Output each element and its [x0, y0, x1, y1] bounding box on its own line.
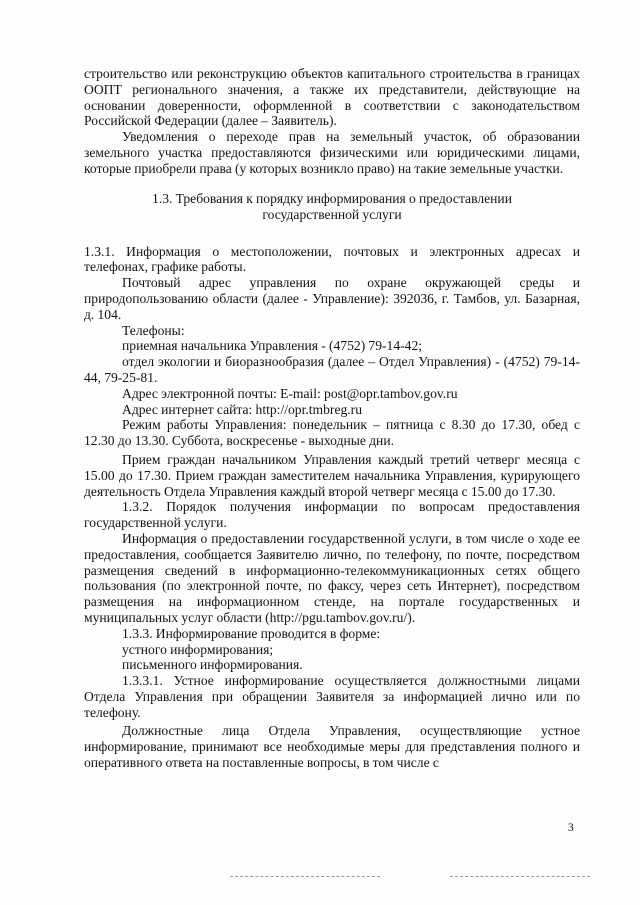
paragraph-email: Адрес электронной почты: E-mail: post@opr.tambov.gov.ru — [122, 385, 458, 401]
paragraph-applicant-definition: строительство или реконструкцию объектов капитального строительства в границах ООПТ регионального значения, а также их представители, действующие на основании доверенности, оформленной в соответствии с законодательством Российской Федерации (далее – Заявитель). — [84, 66, 580, 129]
paragraph-officials: Должностные лица Отдела Управления, осуществляющие устное информирование, принимают все необходимые меры для представления полного и оперативного ответа на поставленные вопросы, в том числе с — [84, 723, 580, 771]
list-item-written: письменного информирования. — [122, 657, 303, 673]
list-item-oral: устного информирования; — [122, 641, 274, 657]
paragraph-phone-reception: приемная начальника Управления - (4752) 79-14-42; — [122, 338, 423, 354]
paragraph-postal-address: Почтовый адрес управления по охране окружающей среды и природопользованию области (далее - Управление): 392036, г. Тамбов, ул. Базарная, д. 104. — [84, 275, 580, 322]
paragraph-working-hours: Режим работы Управления: понедельник – пятница с 8.30 до 17.30, обед с 12.30 до 13.30. Суббота, воскресенье - выходные дни. — [84, 417, 580, 449]
footer-rule-left — [230, 876, 380, 877]
page-number: 3 — [568, 822, 574, 834]
paragraph-reception-schedule: Прием граждан начальником Управления каждый третий четверг месяца с 15.00 до 17.30. Прием граждан заместителем начальника Управления, курирующего деятельность Отдела Управления каждый второй четверг месяца с 15.00 до 17.30. — [84, 451, 580, 499]
paragraph-1-3-3: 1.3.3. Информирование проводится в форме: — [122, 625, 381, 641]
section-heading: 1.3. Требования к порядку информирования о предоставлении государственной услуги — [152, 190, 512, 223]
paragraph-website: Адрес интернет сайта: http://opr.tmbreg.ru — [122, 401, 362, 417]
paragraph-1-3-1: 1.3.1. Информация о местоположении, почтовых и электронных адресах и телефонах, графике работы. — [84, 243, 580, 275]
paragraph-notifications: Уведомления о переходе прав на земельный участок, об образовании земельного участка предоставляются физическими или юридическими лицами, которые приобрели права (у которых возникло право) на такие земельные участки. — [84, 129, 580, 176]
paragraph-1-3-2: 1.3.2. Порядок получения информации по вопросам предоставления государственной услуги. — [84, 499, 580, 531]
paragraph-1-3-3-1: 1.3.3.1. Устное информирование осуществляется должностными лицами Отдела Управления при обращении Заявителя за информацией лично или по телефону. — [84, 673, 580, 720]
paragraph-phone-department: отдел экологии и биоразнообразия (далее – Отдел Управления) - (4752) 79-14-44, 79-25-81. — [84, 354, 580, 385]
paragraph-phones-label: Телефоны: — [122, 322, 185, 338]
page-body — [84, 66, 580, 771]
paragraph-information-channels: Информация о предоставлении государственной услуги, в том числе о ходе ее предоставления, сообщается Заявителю лично, по телефону, по почте, посредством размещения сведений в информационно-телекоммуникационных сетях общего пользования (по электронной почте, по факсу, через сеть Интернет), посредством размещения на информационном стенде, на портале государственных и муниципальных услуг области (http://pgu.tambov.gov.ru/). — [84, 530, 580, 625]
footer-rule-right — [450, 876, 590, 877]
